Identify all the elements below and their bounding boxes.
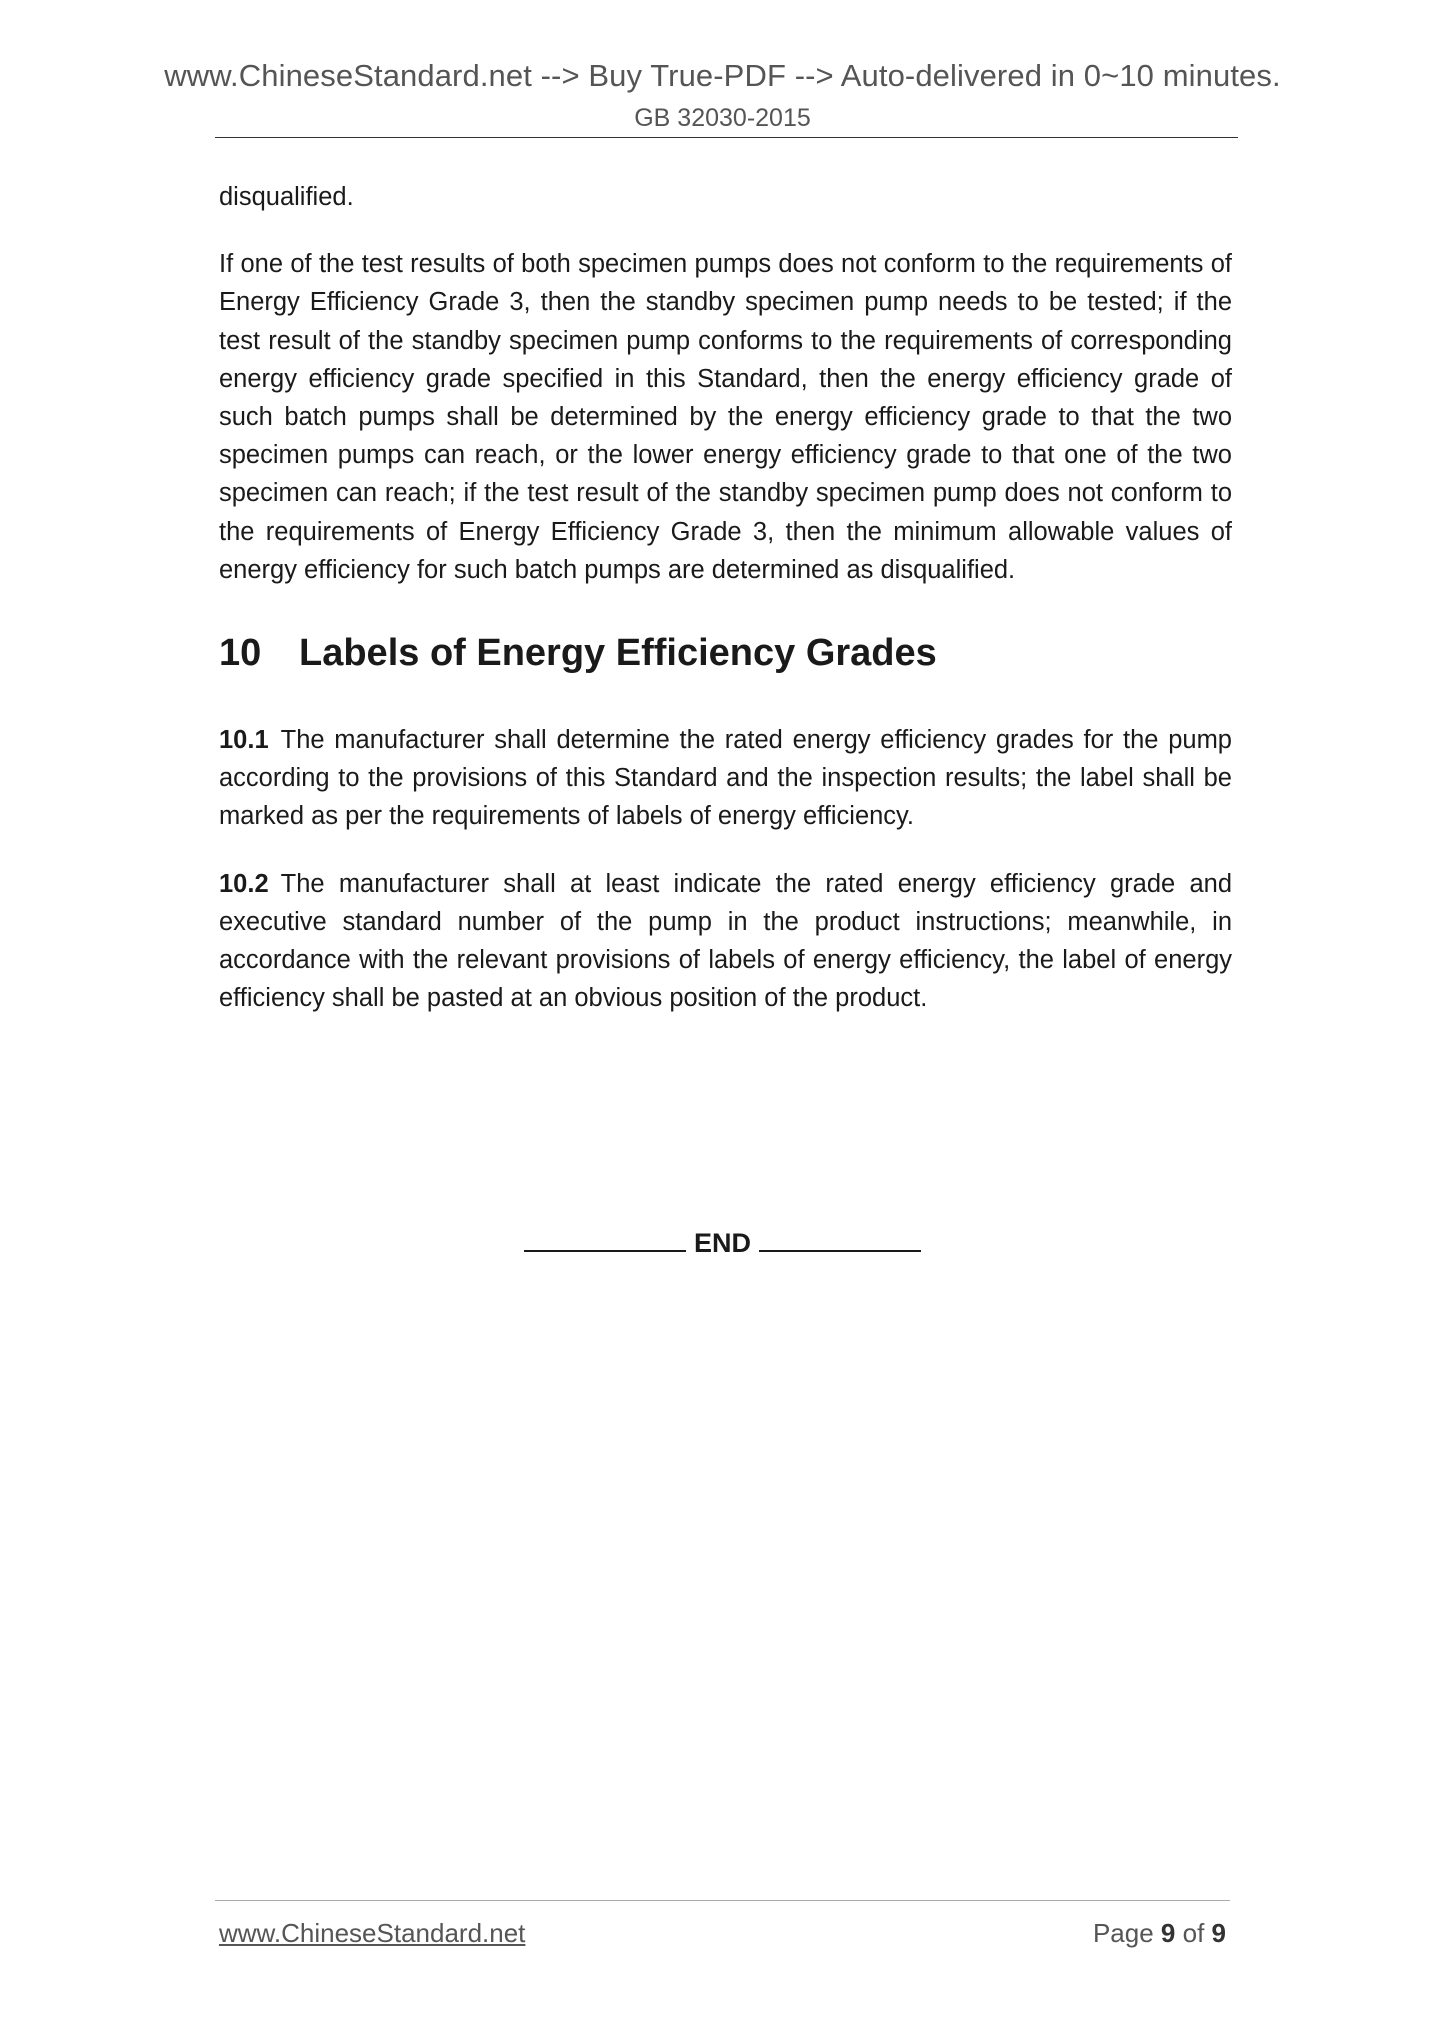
clause-10-2 (219, 865, 1232, 1018)
header-banner: www.ChineseStandard.net --> Buy True-PDF --> Auto-delivered in 0~10 minutes. (164, 58, 1281, 93)
continuation-paragraph: disqualified. (219, 183, 354, 211)
clause-number: 10.2 (219, 869, 269, 898)
page-total: 9 (1211, 1918, 1226, 1948)
clause-10-1 (219, 721, 1232, 836)
end-marker (0, 1228, 1445, 1259)
page-current: 9 (1160, 1918, 1176, 1948)
section-title: Labels of Energy Efficiency Grades (299, 632, 937, 675)
header-divider (215, 137, 1238, 138)
page-prefix: Page (1092, 1918, 1154, 1948)
clause-number: 10.1 (219, 726, 269, 755)
section-heading (219, 629, 1232, 677)
clause-text: The manufacturer shall determine the rated energy efficiency grades for the pump according to the provisions of this Standard and the inspection results; the label shall be marked as per the requirements of labels of energy efficiency. (219, 726, 1232, 831)
page-of: of (1182, 1918, 1205, 1948)
end-label: END (693, 1228, 751, 1258)
footer-divider (215, 1900, 1230, 1901)
section-number: 10 (219, 632, 262, 675)
footer-website-link[interactable]: www.ChineseStandard.net (219, 1918, 526, 1948)
end-line-left (524, 1230, 686, 1252)
end-line-right (759, 1230, 921, 1252)
clause-text: The manufacturer shall at least indicate the rated energy efficiency grade and executive standard number of the pump in the product instructions; meanwhile, in accordance with the relevant provisions of labels of energy efficiency, the label of energy efficiency shall be pasted at an obvious position of the product. (219, 869, 1232, 1013)
page-indicator (1093, 1918, 1226, 1949)
document-number: GB 32030-2015 (634, 104, 811, 132)
retest-rule-paragraph: If one of the test results of both specimen pumps does not conform to the requirements of Energy Efficiency Grade 3, then the standby specimen pump needs to be tested; if the test result of the standby specimen pump conforms to the requirements of corresponding energy efficiency grade specified in this Standard, then the energy efficiency grade of such batch pumps shall be determined by the energy efficiency grade to that the two specimen pumps can reach, or the lower energy efficiency grade to that one of the two specimen can reach; if the test result of the standby specimen pump does not conform to the requirements of Energy Efficiency Grade 3, then the minimum allowable values of energy efficiency for such batch pumps are determined as disqualified. (219, 250, 1232, 584)
document-body (219, 178, 1232, 1046)
